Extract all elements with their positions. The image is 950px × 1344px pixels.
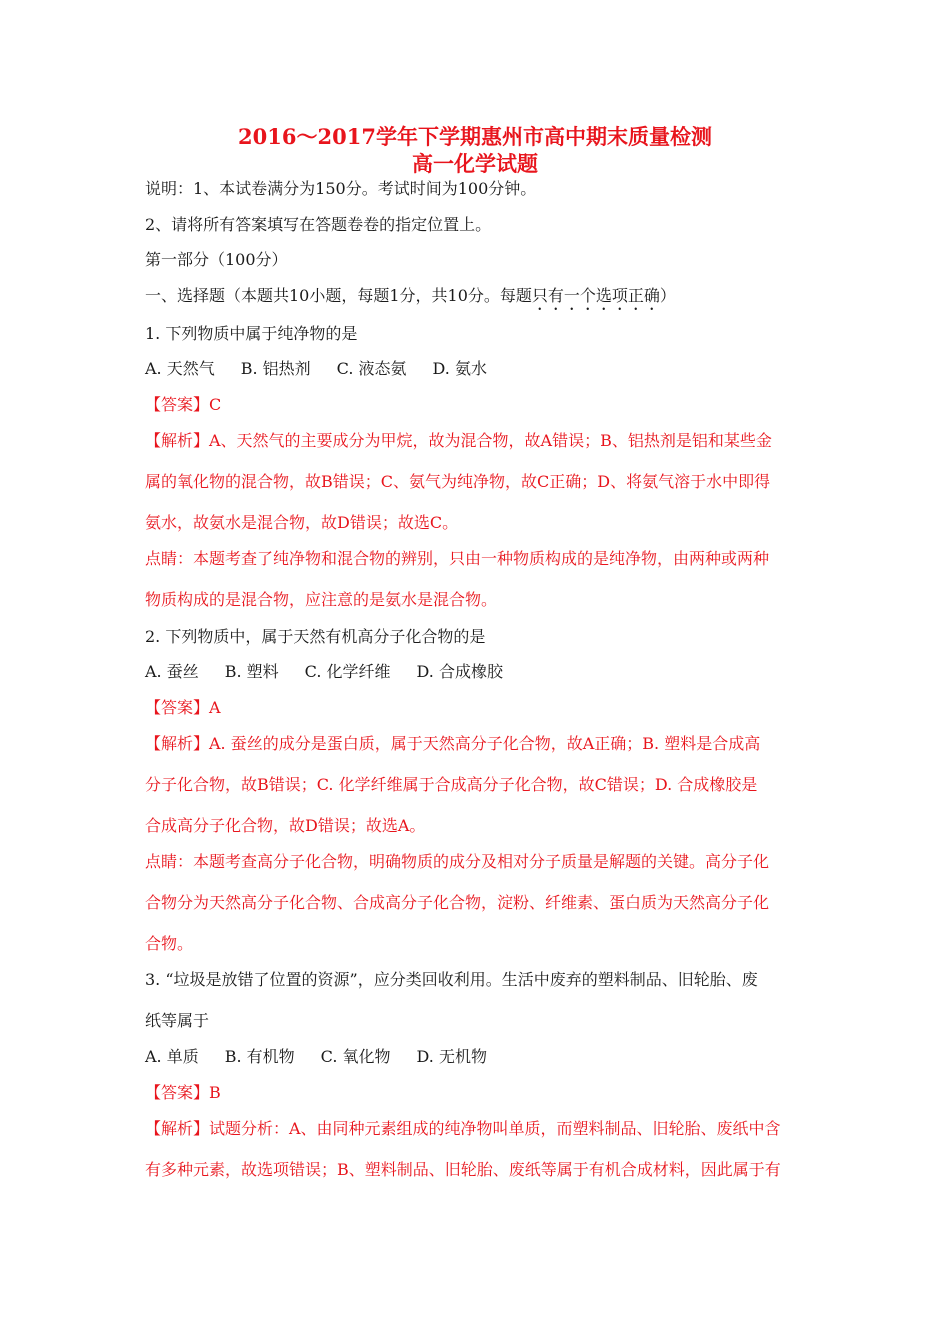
question-3-options: [145, 1046, 815, 1068]
question-1-comment-line: 物质构成的是混合物，应注意的是氨水是混合物。: [145, 590, 498, 609]
option-c: C. 化学纤维: [304, 662, 391, 681]
option-b: B. 有机物: [224, 1047, 295, 1066]
option-b: B. 塑料: [224, 662, 279, 681]
option-c: C. 液态氨: [336, 359, 407, 378]
instruction-line-1: 说明：1、本试卷满分为150分。考试时间为100分钟。: [145, 179, 537, 198]
question-3-answer: 【答案】B: [145, 1083, 221, 1102]
question-2-analysis-line: 合成高分子化合物，故D错误；故选A。: [145, 816, 426, 835]
section-heading-prefix: 一、选择题（本题共10小题，每题1分，共10分。每题: [145, 286, 532, 305]
option-c: C. 氧化物: [320, 1047, 391, 1066]
question-3-stem-line: 纸等属于: [145, 1011, 210, 1030]
question-3-analysis-line: 有多种元素，故选项错误；B、塑料制品、旧轮胎、废纸等属于有机合成材料，因此属于有: [145, 1160, 781, 1179]
question-3-analysis-line: 【解析】试题分析：A、由同种元素组成的纯净物叫单质，而塑料制品、旧轮胎、废纸中含: [145, 1119, 781, 1138]
question-1-answer: 【答案】C: [145, 395, 222, 414]
exam-title: 2016～2017学年下学期惠州市高中期末质量检测: [238, 124, 712, 149]
option-d: D. 合成橡胶: [416, 662, 503, 681]
part-one-heading: 第一部分（100分）: [145, 250, 288, 269]
question-1-options: [145, 358, 815, 380]
option-a: A. 天然气: [145, 359, 215, 378]
question-1-analysis-line: 【解析】A、天然气的主要成分为甲烷，故为混合物，故A错误；B、铝热剂是铝和某些金: [145, 431, 772, 450]
question-2-comment-line: 合物分为天然高分子化合物、合成高分子化合物，淀粉、纤维素、蛋白质为天然高分子化: [145, 893, 770, 912]
question-2-stem: 2. 下列物质中，属于天然有机高分子化合物的是: [145, 627, 486, 646]
exam-subtitle: 高一化学试题: [412, 151, 538, 176]
question-1-comment-line: 点睛：本题考查了纯净物和混合物的辨别，只由一种物质构成的是纯净物，由两种或两种: [145, 549, 770, 568]
section-heading-emphasis: 只有一个选项正确: [531, 286, 660, 305]
question-2-analysis-line: 分子化合物，故B错误；C. 化学纤维属于合成高分子化合物，故C错误；D. 合成橡胶是: [145, 775, 758, 794]
option-d: D. 无机物: [416, 1047, 487, 1066]
section-heading: [145, 285, 815, 314]
question-1-stem: 1. 下列物质中属于纯净物的是: [145, 324, 358, 343]
section-heading-suffix: ）: [659, 286, 676, 305]
option-a: A. 蚕丝: [145, 662, 199, 681]
instruction-line-2: 2、请将所有答案填写在答题卷卷的指定位置上。: [145, 215, 492, 234]
question-1-analysis-line: 属的氧化物的混合物，故B错误；C、氨气为纯净物，故C正确；D、将氨气溶于水中即得: [145, 472, 771, 491]
question-1-analysis-line: 氨水，故氨水是混合物，故D错误；故选C。: [145, 513, 459, 532]
question-2-analysis-line: 【解析】A. 蚕丝的成分是蛋白质，属于天然高分子化合物，故A正确；B. 塑料是合成高: [145, 734, 761, 753]
option-d: D. 氨水: [432, 359, 487, 378]
question-2-comment-line: 合物。: [145, 934, 194, 953]
question-3-stem-line: 3. “垃圾是放错了位置的资源”，应分类回收利用。生活中废弃的塑料制品、旧轮胎、废: [145, 970, 758, 989]
question-2-comment-line: 点睛：本题考查高分子化合物，明确物质的成分及相对分子质量是解题的关键。高分子化: [145, 852, 770, 871]
option-b: B. 铝热剂: [240, 359, 311, 378]
option-a: A. 单质: [145, 1047, 199, 1066]
question-2-options: [145, 661, 815, 683]
question-2-answer: 【答案】A: [145, 698, 221, 717]
